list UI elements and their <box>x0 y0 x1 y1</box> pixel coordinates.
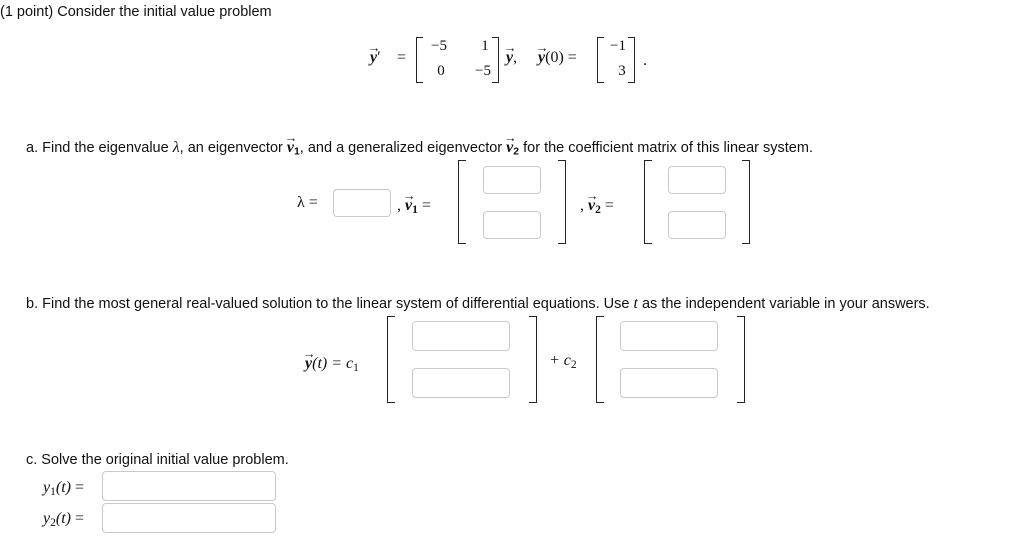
v2-component-1-input[interactable] <box>668 166 726 194</box>
t-variable: t <box>633 295 638 312</box>
matrix-a22: −5 <box>475 63 491 79</box>
y2-label <box>43 510 84 529</box>
plus-c2-label <box>549 352 577 371</box>
y2-t-arg: (t) <box>55 510 71 527</box>
y1-y: y <box>43 479 51 496</box>
system-period: . <box>643 52 647 69</box>
y2-y: y <box>43 510 51 527</box>
rhs-comma: , <box>513 49 518 66</box>
col2-component-1-input[interactable] <box>620 321 718 351</box>
initial-condition <box>538 49 577 67</box>
v1-label-sub: 1 <box>412 203 418 216</box>
ic-right-bracket <box>628 37 635 83</box>
v2-left-bracket <box>644 160 652 244</box>
prime-symbol: ′ <box>377 49 381 66</box>
gs-eq-c: = c <box>331 355 354 372</box>
gs-t-arg: (t) <box>312 355 328 372</box>
v1-label-eq: = <box>421 197 431 214</box>
v2-label-eq: = <box>604 197 614 214</box>
c1-subscript: 1 <box>353 361 359 374</box>
rhs-y-vector: → y <box>506 49 513 67</box>
points-label: (1 point) <box>0 4 54 20</box>
v2-right-bracket <box>742 160 750 244</box>
lhs-y-vector: → y <box>370 49 377 67</box>
col2-left-bracket <box>596 316 604 403</box>
col2-right-bracket <box>737 316 745 403</box>
system-equals: = <box>397 49 407 66</box>
matrix-left-bracket <box>416 37 423 83</box>
y2-sub: 2 <box>50 516 56 529</box>
y2-input[interactable] <box>102 503 276 533</box>
matrix-a12: 1 <box>481 38 489 54</box>
v2-subscript: 2 <box>513 146 520 158</box>
part-b-prompt <box>26 295 930 313</box>
v1-right-bracket <box>558 160 566 244</box>
part-a-text-2: , an eigenvector <box>179 140 287 156</box>
col1-component-1-input[interactable] <box>412 321 510 351</box>
gs-y-vector: → y <box>305 355 312 373</box>
matrix-a11: −5 <box>431 38 447 54</box>
v1-label-sep: , <box>397 197 401 214</box>
col1-left-bracket <box>387 316 395 403</box>
rhs-y <box>506 49 517 67</box>
y1-sub: 1 <box>50 485 56 498</box>
lambda-input[interactable] <box>333 189 391 217</box>
v1-component-1-input[interactable] <box>483 166 541 194</box>
y1-label <box>43 479 84 498</box>
ic-equals: = <box>567 49 577 66</box>
part-a-prompt <box>26 139 813 158</box>
col1-component-2-input[interactable] <box>412 368 510 398</box>
lambda-label: λ = <box>297 194 318 211</box>
y1-eq: = <box>74 479 85 496</box>
c2-subscript: 2 <box>570 358 577 371</box>
matrix-right-bracket <box>492 37 499 83</box>
ic-y-vector: → y <box>538 49 545 67</box>
y1-t-arg: (t) <box>55 479 71 496</box>
col1-right-bracket <box>529 316 537 403</box>
part-a-text-3: , and a generalized eigenvector <box>299 140 507 156</box>
ic-value-1: −1 <box>610 38 626 54</box>
col2-component-2-input[interactable] <box>620 368 718 398</box>
problem-header <box>0 4 272 20</box>
part-a-text-1: a. Find the eigenvalue <box>26 140 173 156</box>
y2-eq: = <box>74 510 85 527</box>
ic-left-bracket <box>597 37 604 83</box>
v2-label <box>580 197 614 216</box>
v1-symbol: → v <box>287 139 294 157</box>
part-c-prompt: c. Solve the original initial value problem. <box>26 452 289 468</box>
v1-left-bracket <box>458 160 466 244</box>
v2-label-sep: , <box>580 197 584 214</box>
ic-arg: (0) <box>545 49 564 66</box>
ic-value-2: 3 <box>618 63 626 79</box>
v2-label-vector: → v <box>588 197 595 215</box>
v1-label <box>397 197 431 216</box>
lhs-y <box>370 49 381 67</box>
v1-component-2-input[interactable] <box>483 211 541 239</box>
v2-label-sub: 2 <box>595 203 601 216</box>
part-b-text-1: b. Find the most general real-valued solution to the linear system of differential equations. Use <box>26 296 634 312</box>
part-a-text-4: for the coefficient matrix of this linear system. <box>519 140 813 156</box>
lambda-symbol: λ <box>172 139 180 156</box>
v1-subscript: 1 <box>293 146 300 158</box>
y1-input[interactable] <box>102 471 276 501</box>
v1-label-vector: → v <box>405 197 412 215</box>
general-solution-label <box>305 355 359 374</box>
part-b-text-2: as the independent variable in your answers. <box>637 296 930 312</box>
matrix-a21: 0 <box>437 63 445 79</box>
v2-symbol: → v <box>506 139 513 157</box>
v2-component-2-input[interactable] <box>668 211 726 239</box>
intro-text: Consider the initial value problem <box>57 4 272 20</box>
plus-c: + c <box>549 352 571 369</box>
